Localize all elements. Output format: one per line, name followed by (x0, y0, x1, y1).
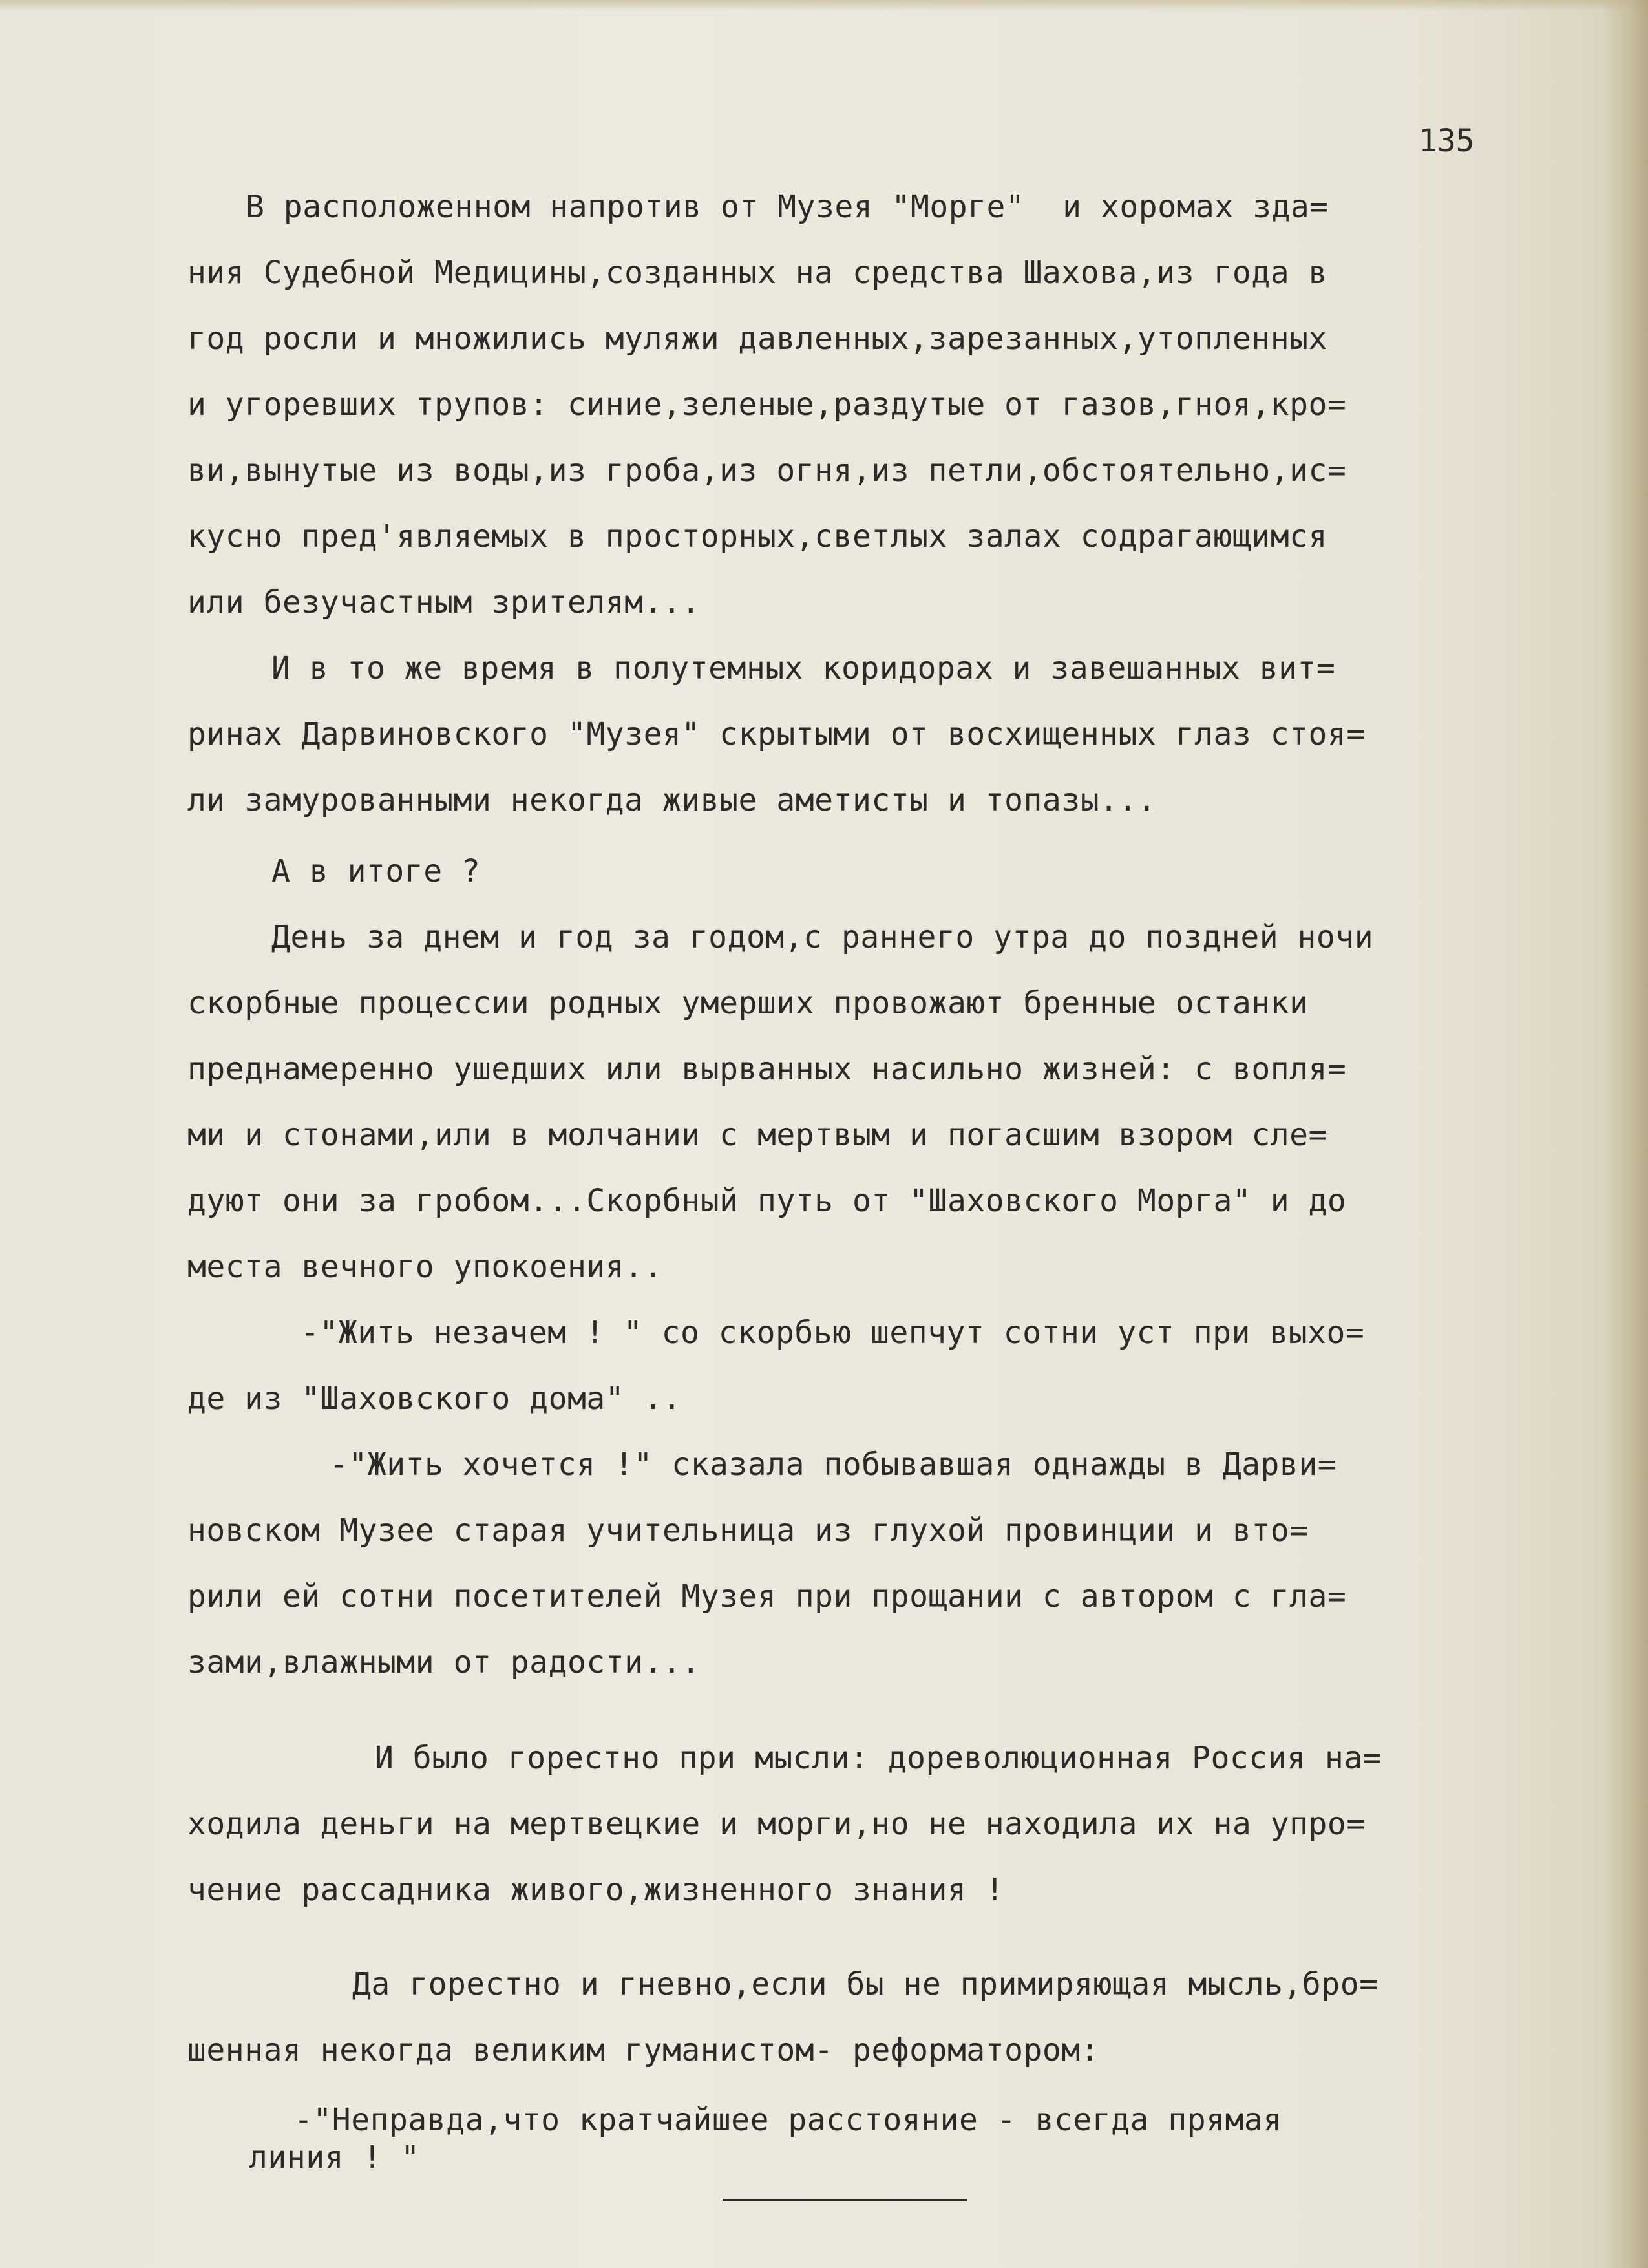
text-line: и угоревших трупов: синие,зеленые,раздутые от газов,гноя,кро= (187, 387, 1347, 423)
page-number: 135 (1419, 123, 1475, 159)
text-line: де из "Шаховского дома" .. (187, 1381, 682, 1417)
text-line: И было горестно при мысли: дореволюционная Россия на= (375, 1740, 1382, 1776)
text-line: А в итоге ? (271, 853, 481, 889)
text-line: ви,вынутые из воды,из гроба,из огня,из петли,обстоятельно,ис= (187, 452, 1347, 489)
text-line: зами,влажными от радости... (187, 1644, 701, 1680)
text-line: ходила деньги на мертвецкие и морги,но не находила их на упро= (187, 1806, 1366, 1842)
text-line: -"Жить незачем ! " со скорбью шепчут сотни уст при выхо= (301, 1315, 1365, 1351)
text-line: дуют они за гробом...Скорбный путь от "Шаховского Морга" и до (187, 1183, 1347, 1219)
text-line: чение рассадника живого,жизненного знания ! (187, 1872, 1005, 1908)
text-line: В расположенном напротив от Музея "Морге" и хоромах зда= (246, 189, 1329, 225)
text-line: год росли и множились муляжи давленных,зарезанных,утопленных (187, 321, 1327, 357)
text-line: ринах Дарвиновского "Музея" скрытыми от восхищенных глаз стоя= (187, 716, 1366, 752)
text-line: И в то же время в полутемных коридорах и завешанных вит= (271, 650, 1336, 686)
text-line: скорбные процессии родных умерших провожают бренные останки (187, 985, 1309, 1021)
text-line: Да горестно и гневно,если бы не примиряющая мысль,бро= (352, 1966, 1379, 2002)
text-line: ли замурованными некогда живые аметисты и топазы... (187, 782, 1157, 818)
text-line: кусно пред'являемых в просторных,светлых залах содрагающимся (187, 518, 1327, 555)
text-line: -"Неправда,что кратчайшее расстояние - всегда прямая (294, 2102, 1282, 2138)
text-line: ми и стонами,или в молчании с мертвым и погасшим взором сле= (187, 1117, 1327, 1153)
text-line: новском Музее старая учительница из глухой провинции и вто= (187, 1512, 1309, 1549)
text-line: шенная некогда великим гуманистом- реформатором: (187, 2032, 1100, 2068)
text-line: ния Судебной Медицины,созданных на средства Шахова,из года в (187, 255, 1327, 291)
text-line: -"Жить хочется !" сказала побывавшая однажды в Дарви= (330, 1447, 1337, 1483)
text-line: рили ей сотни посетителей Музея при прощании с автором с гла= (187, 1578, 1347, 1615)
text-line: или безучастным зрителям... (187, 584, 701, 620)
closing-rule (723, 2199, 967, 2201)
text-line: День за днем и год за годом,с раннего утра до поздней ночи (271, 919, 1374, 955)
text-line: преднамеренно ушедших или вырванных насильно жизней: с вопля= (187, 1051, 1347, 1087)
text-line: места вечного упокоения.. (187, 1249, 662, 1285)
text-line: линия ! " (249, 2139, 420, 2176)
